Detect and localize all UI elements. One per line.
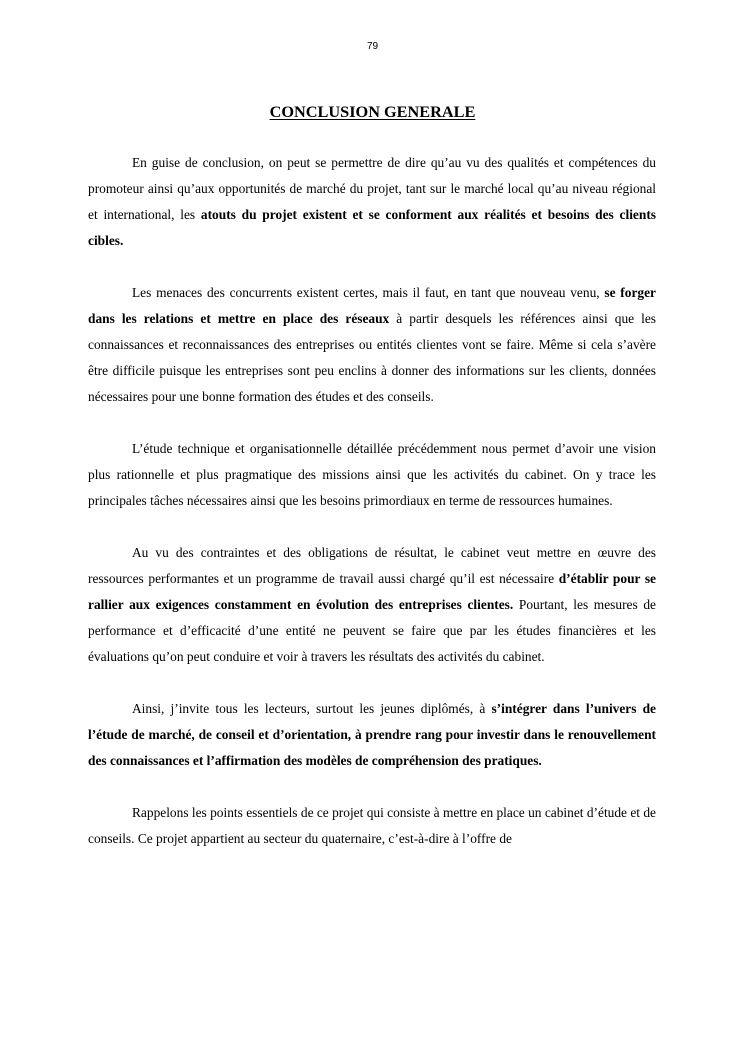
paragraph-2: [88, 280, 656, 410]
paragraph-2-emphasis: se forger dans les relations et mettre en place des réseaux: [88, 285, 656, 326]
paragraph-3: [88, 436, 656, 514]
paragraph-1: [88, 150, 656, 254]
page-title: CONCLUSION GENERALE: [269, 102, 476, 121]
paragraph-1-text: En guise de conclusion, on peut se permettre de dire qu’au vu des qualités et compétences du promoteur ainsi qu’aux opportunités de marché du projet, tant sur le marché local qu’au niveau régional et international, les: [88, 155, 656, 222]
document-body: [88, 150, 656, 878]
paragraph-3-text: L’étude technique et organisationnelle détaillée précédemment nous permet d’avoir une vision plus rationnelle et plus pragmatique des missions ainsi que les activités du cabinet. On y trace les principales tâches nécessaires ainsi que les besoins primordiaux en terme de ressources humaines.: [88, 441, 656, 508]
paragraph-1-emphasis: atouts du projet existent et se conforment aux réalités et besoins des clients cibles.: [88, 207, 656, 248]
paragraph-4-text-end: Pourtant, les mesures de performance et d’efficacité d’une entité ne peuvent se faire que par les études financières et les évaluations qu’on peut conduire et voir à travers les résultats des activités du cabinet.: [88, 597, 656, 664]
paragraph-4: [88, 540, 656, 670]
paragraph-2-text-end: à partir desquels les références ainsi que les connaissances et reconnaissances des entreprises ou entités clientes vont se faire. Même si cela s’avère être difficile puisque les entreprises sont peu enclins à donner des informations sur les clients, données nécessaires pour une bonne formation des études et des conseils.: [88, 311, 656, 404]
paragraph-5: [88, 696, 656, 774]
paragraph-5-text: Ainsi, j’invite tous les lecteurs, surtout les jeunes diplômés, à: [132, 701, 492, 716]
paragraph-4-emphasis: d’établir pour se rallier aux exigences constamment en évolution des entreprises clientes.: [88, 571, 656, 612]
page-number: 79: [366, 41, 379, 52]
paragraph-2-text-start: Les menaces des concurrents existent certes, mais il faut, en tant que nouveau venu,: [132, 285, 605, 300]
paragraph-4-text-start: Au vu des contraintes et des obligations de résultat, le cabinet veut mettre en œuvre des ressources performantes et un programme de travail aussi chargé qu’il est nécessaire: [88, 545, 656, 586]
paragraph-6: [88, 800, 656, 852]
paragraph-5-emphasis: s’intégrer dans l’univers de l’étude de marché, de conseil et d’orientation, à prendre rang pour investir dans le renouvellement des connaissances et l’affirmation des modèles de compréhension des pratiques.: [88, 701, 656, 768]
paragraph-6-text: Rappelons les points essentiels de ce projet qui consiste à mettre en place un cabinet d’étude et de conseils. Ce projet appartient au secteur du quaternaire, c’est-à-dire à l’offre de: [88, 805, 656, 846]
